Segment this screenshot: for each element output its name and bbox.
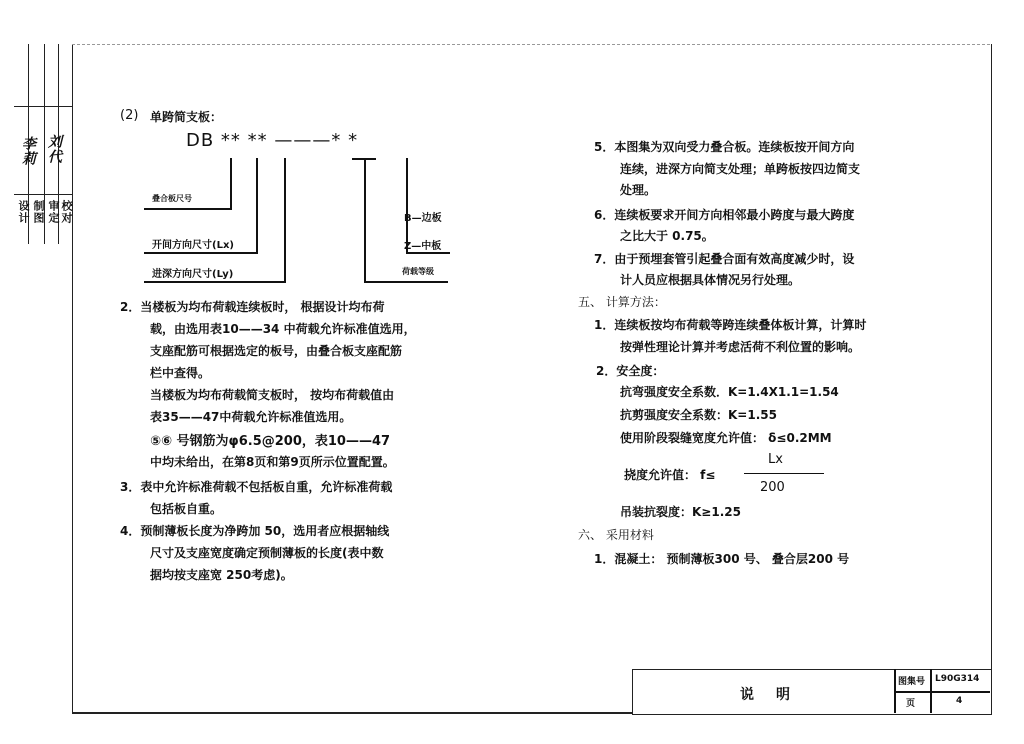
note-3-line1: 3．表中允许标准荷载不包括板自重，允许标准荷载 <box>120 480 393 494</box>
note-4-line2: 尺寸及支座宽度确定预制薄板的长度(表中数 <box>150 546 384 560</box>
note-5-line1: 5．本图集为双向受力叠合板。连续板按开间方向 <box>594 140 855 154</box>
note-2-line7: ⑤⑥ 号钢筋为φ6.5@200，表10——47 <box>150 434 391 449</box>
signature-strip <box>14 44 72 244</box>
note-6-line1: 6．连续板要求开间方向相邻最小跨度与最大跨度 <box>594 208 855 222</box>
legend-load: 荷载等级 <box>402 267 434 276</box>
note-5-line2: 连续，进深方向简支处理；单跨板按四边简支 <box>620 162 861 176</box>
strip-line <box>14 194 72 195</box>
section-six: 六、 采用材料 <box>578 528 654 542</box>
sheet-title: 说 明 <box>740 687 794 703</box>
note-2-line1: 2．当楼板为均布荷载连续板时， 根据设计均布荷 <box>120 300 385 314</box>
note-4-line1: 4．预制薄板长度为净跨加 50，选用者应根据轴线 <box>120 524 390 538</box>
note-2-line4: 栏中查得。 <box>150 366 211 380</box>
code-leader <box>144 252 258 254</box>
crack-width: 使用阶段裂缝宽度允许值： δ≤0.2MM <box>620 431 832 445</box>
label-check: 校对 <box>60 200 73 224</box>
bending-safety: 抗弯强度安全系数．K=1.4X1.1=1.54 <box>620 385 839 399</box>
note-5-line3: 处理。 <box>620 183 657 197</box>
fraction-numerator: Lx <box>768 452 783 467</box>
atlas-number: L90G314 <box>935 674 980 684</box>
calc-2: 2．安全度： <box>596 364 665 378</box>
code-leader <box>364 281 448 283</box>
code-leader <box>144 208 232 210</box>
label-design: 设计 <box>17 200 30 224</box>
tb-divider <box>894 691 990 693</box>
strip-line <box>14 106 72 107</box>
note-2-line2: 载，由选用表10——34 中荷载允许标准值选用， <box>150 322 416 336</box>
note-2-line5: 当楼板为均布荷载简支板时， 按均布荷载值由 <box>150 388 395 402</box>
page-label: 页 <box>906 699 916 709</box>
deflection-label: 挠度允许值： f≤ <box>624 468 716 482</box>
label-drawing: 制图 <box>32 200 45 224</box>
code-leader <box>256 158 258 254</box>
label-review: 审定 <box>47 200 60 224</box>
code-leader <box>230 158 232 208</box>
legend-ly: 进深方向尺寸(Ly) <box>152 269 234 280</box>
note-2-line8: 中均未给出，在第8页和第9页所示位置配置。 <box>150 455 395 469</box>
legend-mid: Z—中板 <box>404 241 442 252</box>
code-leader <box>406 252 450 254</box>
product-code: DB ** ** ———* * <box>186 130 359 151</box>
signature-2: 刘代 <box>46 134 62 164</box>
section-five: 五、 计算方法： <box>578 295 666 309</box>
note-6-line2: 之比大于 0.75。 <box>620 229 714 243</box>
calc-1-line2: 按弹性理论计算并考虑活荷不利位置的影响。 <box>620 340 861 354</box>
code-leader <box>144 281 286 283</box>
material-concrete: 1．混凝土： 预制薄板300 号、 叠合层200 号 <box>594 552 850 566</box>
fraction-denominator: 200 <box>760 480 785 495</box>
note-7-line2: 计人员应根据具体情况另行处理。 <box>620 273 801 287</box>
heading-number: (2) <box>120 108 139 123</box>
legend-size-no: 叠合板尺号 <box>152 194 192 203</box>
legend-lx: 开间方向尺寸(Lx) <box>152 240 234 251</box>
note-3-line2: 包括板自重。 <box>150 502 223 516</box>
note-2-line6: 表35——47中荷载允许标准值选用。 <box>150 410 352 424</box>
note-4-line3: 据均按支座宽 250考虑)。 <box>150 568 293 582</box>
fraction-bar <box>744 473 824 474</box>
code-leader <box>284 158 286 282</box>
code-leader <box>364 158 366 282</box>
heading-title: 单跨简支板： <box>150 110 223 124</box>
shear-safety: 抗剪强度安全系数：K=1.55 <box>620 408 777 422</box>
calc-1-line1: 1．连续板按均布荷载等跨连续叠体板计算，计算时 <box>594 318 867 332</box>
legend-edge: B—边板 <box>404 213 442 224</box>
signature-1: 李莉 <box>20 136 36 166</box>
atlas-label: 图集号 <box>898 677 926 687</box>
note-7-line1: 7．由于预埋套管引起叠合面有效高度减少时，设 <box>594 252 855 266</box>
note-2-line3: 支座配筋可根据选定的板号，由叠合板支座配筋 <box>150 344 403 358</box>
page-number: 4 <box>956 696 963 706</box>
frame-top-dash <box>72 44 990 45</box>
lifting-crack: 吊装抗裂度：K≥1.25 <box>620 505 741 519</box>
